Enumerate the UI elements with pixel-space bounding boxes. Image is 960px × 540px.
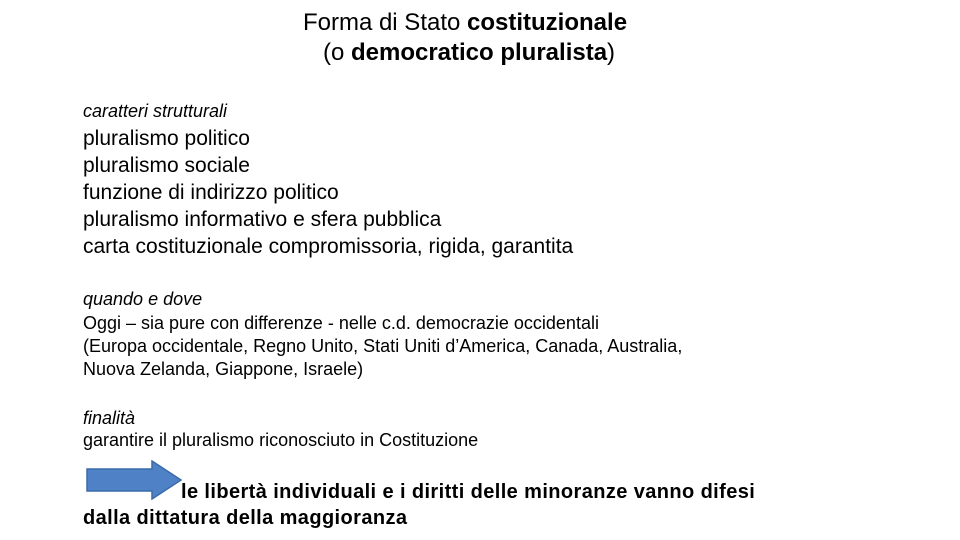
list-item: pluralismo sociale bbox=[83, 154, 250, 177]
aim-heading: finalità bbox=[83, 408, 136, 428]
structural-list bbox=[83, 125, 573, 260]
aim-text: garantire il pluralismo riconosciuto in Costituzione bbox=[83, 430, 479, 450]
conclusion-line-2: dalla dittatura della maggioranza bbox=[83, 507, 408, 529]
where-text bbox=[83, 312, 682, 381]
title-line-1: Forma di Stato costituzionale bbox=[302, 9, 628, 36]
conclusion-line-1: le libertà individuali e i diritti delle minoranze vanno difesi bbox=[181, 481, 756, 503]
where-line: Oggi – sia pure con differenze - nelle c.d. democrazie occidentali bbox=[83, 313, 599, 333]
list-item: funzione di indirizzo politico bbox=[83, 181, 339, 204]
where-heading: quando e dove bbox=[83, 289, 203, 309]
title-line-2: (o democratico pluralista) bbox=[322, 39, 616, 66]
conclusion bbox=[83, 479, 755, 531]
structural-heading: caratteri strutturali bbox=[83, 101, 228, 121]
where-line: Nuova Zelanda, Giappone, Israele) bbox=[83, 359, 364, 379]
slide-title bbox=[0, 8, 930, 68]
list-item: pluralismo informativo e sfera pubblica bbox=[83, 208, 442, 231]
where-line: (Europa occidentale, Regno Unito, Stati Uniti d’America, Canada, Australia, bbox=[83, 336, 683, 356]
list-item: carta costituzionale compromissoria, rigida, garantita bbox=[83, 235, 574, 258]
list-item: pluralismo politico bbox=[83, 127, 250, 150]
